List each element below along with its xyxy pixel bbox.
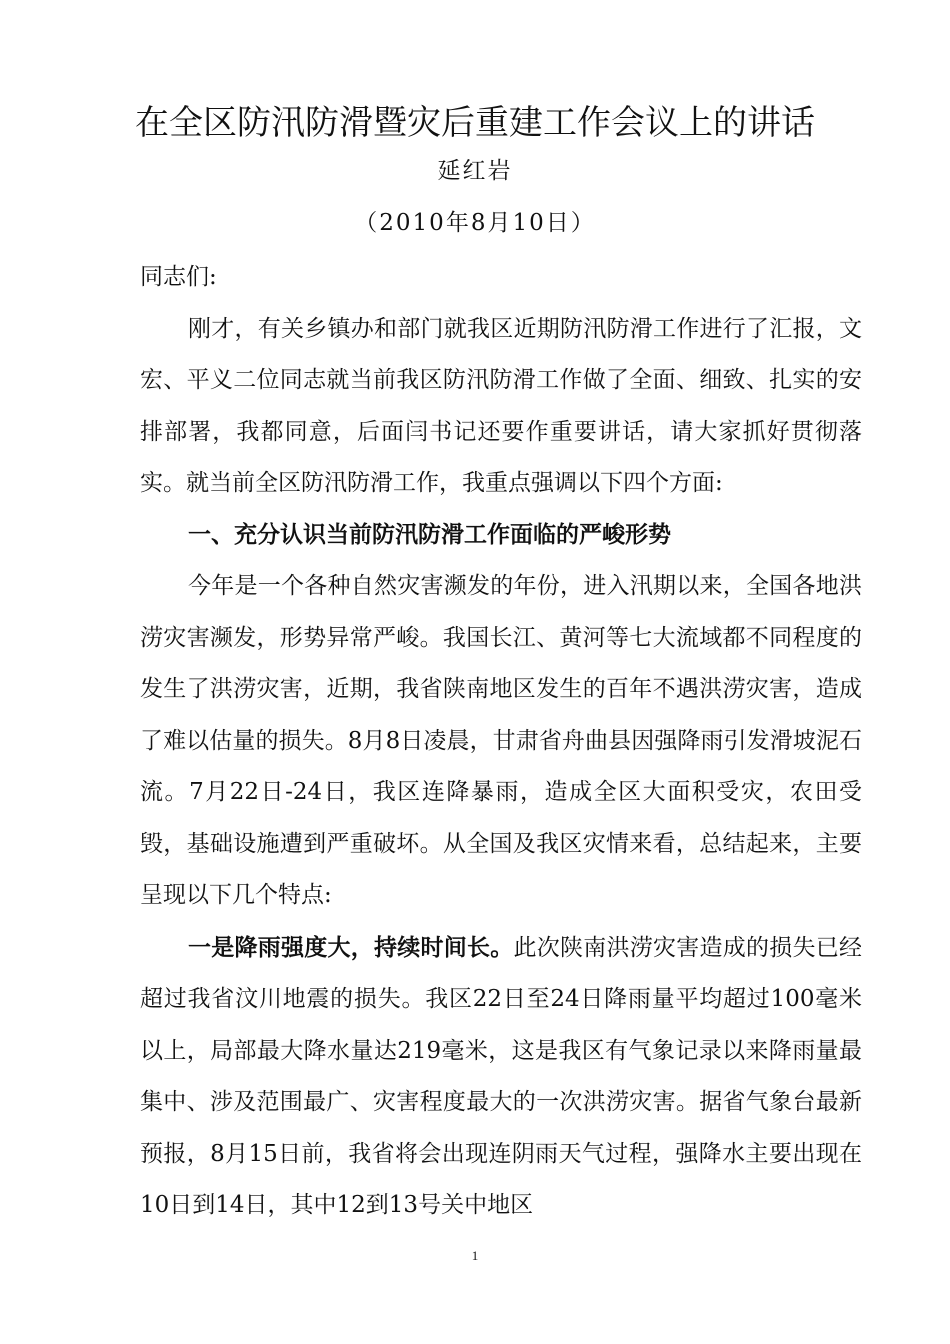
page-number: 1 [471, 1248, 479, 1263]
author-name: 延红岩 [437, 158, 513, 184]
paragraph-feature-1 [140, 922, 862, 1232]
section-heading-1: 一、充分认识当前防汛防滑工作面临的严峻形势 [188, 521, 671, 548]
document-title: 在全区防汛防滑暨灾后重建工作会议上的讲话 [135, 105, 815, 142]
feature-1-text: 此次陕南洪涝灾害造成的损失已经超过我省汶川地震的损失。我区22日至24日降雨量平均超过100毫米以上，局部最大降水量达219毫米，这是我区有气象记录以来降雨量最集中、涉及范围最广、灾害程度最大的一次洪涝灾害。据省气象台最新预报，8月15日前，我省将会出现连阴雨天气过程，强降水主要出现在10日到14日，其中12到13号关中地区 [140, 934, 862, 1218]
paragraph-intro: 刚才，有关乡镇办和部门就我区近期防汛防滑工作进行了汇报，文宏、平义二位同志就当前我区防汛防滑工作做了全面、细致、扎实的安排部署，我都同意，后面闫书记还要作重要讲话，请大家抓好贯彻落实。就当前全区防汛防滑工作，我重点强调以下四个方面: [140, 315, 862, 496]
salutation: 同志们: [140, 264, 217, 290]
document-body [140, 252, 862, 1232]
paragraph-situation: 今年是一个各种自然灾害濒发的年份，进入汛期以来，全国各地洪涝灾害濒发，形势异常严峻。我国长江、黄河等七大流域都不同程度的发生了洪涝灾害，近期，我省陕南地区发生的百年不遇洪涝灾害，造成了难以估量的损失。8月8日凌晨，甘肃省舟曲县因强降雨引发滑坡泥石流。7月22日-24日，我区连降暴雨，造成全区大面积受灾，农田受毁，基础设施遭到严重破坏。从全国及我区灾情来看，总结起来，主要呈现以下几个特点: [140, 573, 862, 908]
speech-date: （2010年8月10日） [354, 210, 596, 236]
feature-1-lead: 一是降雨强度大，持续时间长。 [188, 933, 514, 961]
